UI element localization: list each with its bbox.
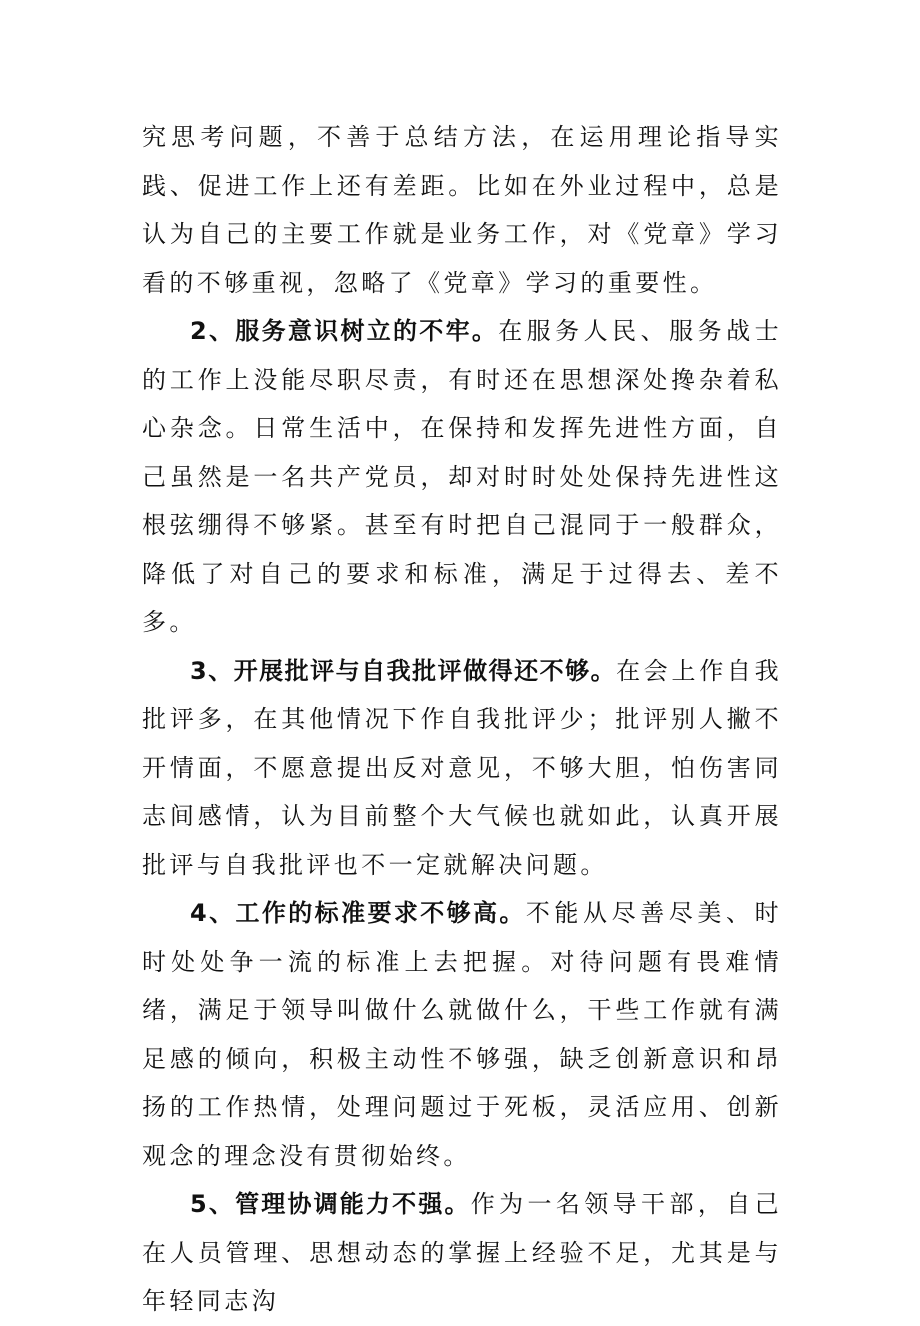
paragraph-text: 究思考问题，不善于总结方法，在运用理论指导实践、促进工作上还有差距。比如在外业过程中，总是认为自己的主要工作就是业务工作，对《党章》学习看的不够重视，忽略了《党章》学习的重要性。: [142, 123, 782, 297]
paragraph-text: 不能从尽善尽美、时时处处争一流的标准上去把握。对待问题有畏难情绪，满足于领导叫做什么就做什么，干些工作就有满足感的倾向，积极主动性不够强，缺乏创新意识和昂扬的工作热情，处理问题过于死板，灵活应用、创新观念的理念没有贯彻始终。: [142, 899, 782, 1170]
item-heading: 2、服务意识树立的不牢。: [190, 317, 499, 345]
paragraph-item-2: [142, 307, 782, 647]
paragraph-text: 作为一名领导干部，自己在人员管理、思想动态的掌握上经验不足，尤其是与年轻同志沟: [142, 1190, 783, 1315]
paragraph-text: 在会上作自我批评多，在其他情况下作自我批评少；批评别人撇不开情面，不愿意提出反对意见，不够大胆，怕伤害同志间感情，认为目前整个大气候也就如此，认真开展批评与自我批评也不一定就解决问题。: [142, 656, 782, 879]
document-body: [142, 113, 782, 1326]
paragraph-continued: [142, 113, 782, 307]
paragraph-item-4: [142, 889, 782, 1180]
paragraph-item-3: [142, 647, 782, 890]
item-heading: 3、开展批评与自我批评做得还不够。: [190, 656, 617, 685]
paragraph-text: 在服务人民、服务战士的工作上没能尽职尽责，有时还在思想深处搀杂着私心杂念。日常生活中，在保持和发挥先进性方面，自己虽然是一名共产党员，却对时时处处保持先进性这根弦绷得不够紧。甚至有时把自己混同于一般群众，降低了对自己的要求和标准，满足于过得去、差不多。: [142, 317, 782, 636]
paragraph-item-5: [142, 1180, 782, 1326]
item-heading: 5、管理协调能力不强。: [190, 1190, 471, 1218]
item-heading: 4、工作的标准要求不够高。: [190, 899, 526, 927]
